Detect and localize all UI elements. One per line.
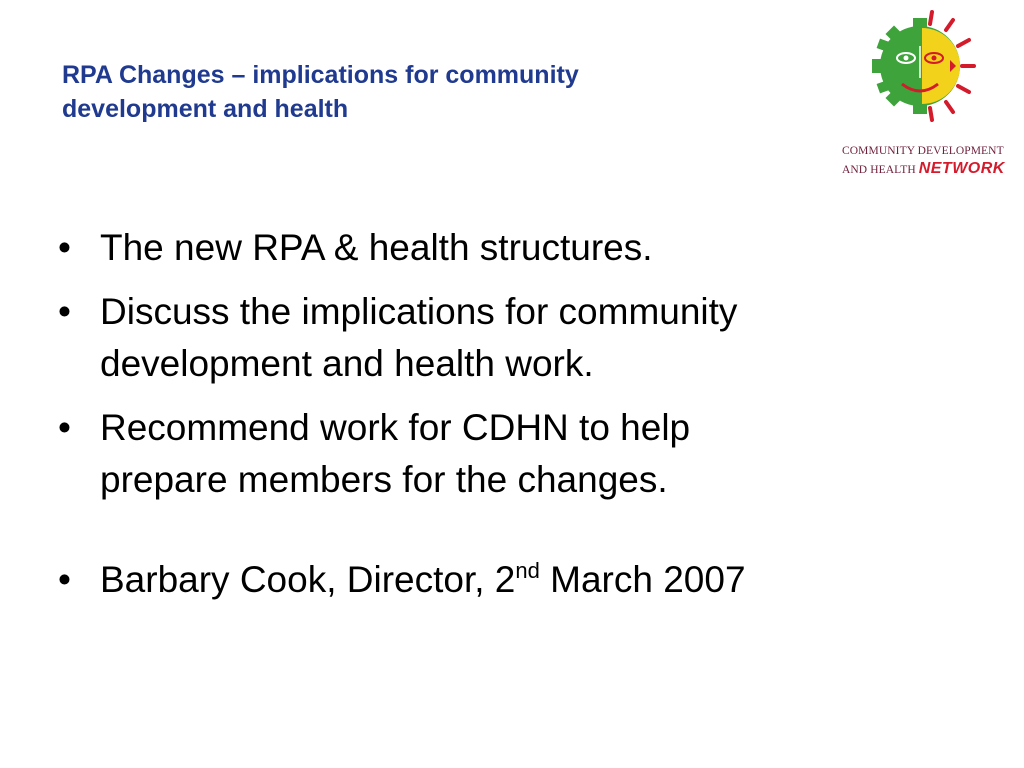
slide-title	[62, 58, 802, 126]
bullet-item	[58, 286, 958, 390]
bullet-text-line-1: Recommend work for CDHN to help	[100, 407, 691, 448]
bullet-text-line-2: development and health work.	[100, 343, 594, 384]
bullet-text-line-2: prepare members for the changes.	[100, 459, 668, 500]
slide-title-line-2: development and health	[62, 95, 349, 123]
slide-title-line-1: RPA Changes – implications for community	[62, 61, 579, 89]
bullet-item	[58, 402, 958, 506]
author-text: Barbary Cook, Director, 2	[100, 559, 516, 600]
bullet-text-line-1: Discuss the implications for community	[100, 291, 738, 332]
bullet-list	[58, 222, 958, 618]
logo-text-line-1: COMMUNITY DEVELOPMENT	[842, 145, 1004, 157]
bullet-item-author	[58, 554, 958, 606]
bullet-marker: •	[58, 227, 71, 268]
bullet-text: The new RPA & health structures.	[100, 227, 653, 268]
bullet-marker: •	[58, 291, 71, 332]
date-text: March 2007	[539, 559, 746, 600]
logo-wordmark	[842, 142, 1022, 179]
logo-text-and-health: AND HEALTH	[842, 164, 919, 176]
bullet-item	[58, 222, 958, 274]
logo-text-line-2	[842, 160, 1022, 179]
logo-text-network: NETWORK	[918, 160, 1005, 177]
bullet-marker: •	[58, 559, 71, 600]
bullet-marker: •	[58, 407, 71, 448]
date-ordinal-suffix: nd	[515, 558, 540, 583]
